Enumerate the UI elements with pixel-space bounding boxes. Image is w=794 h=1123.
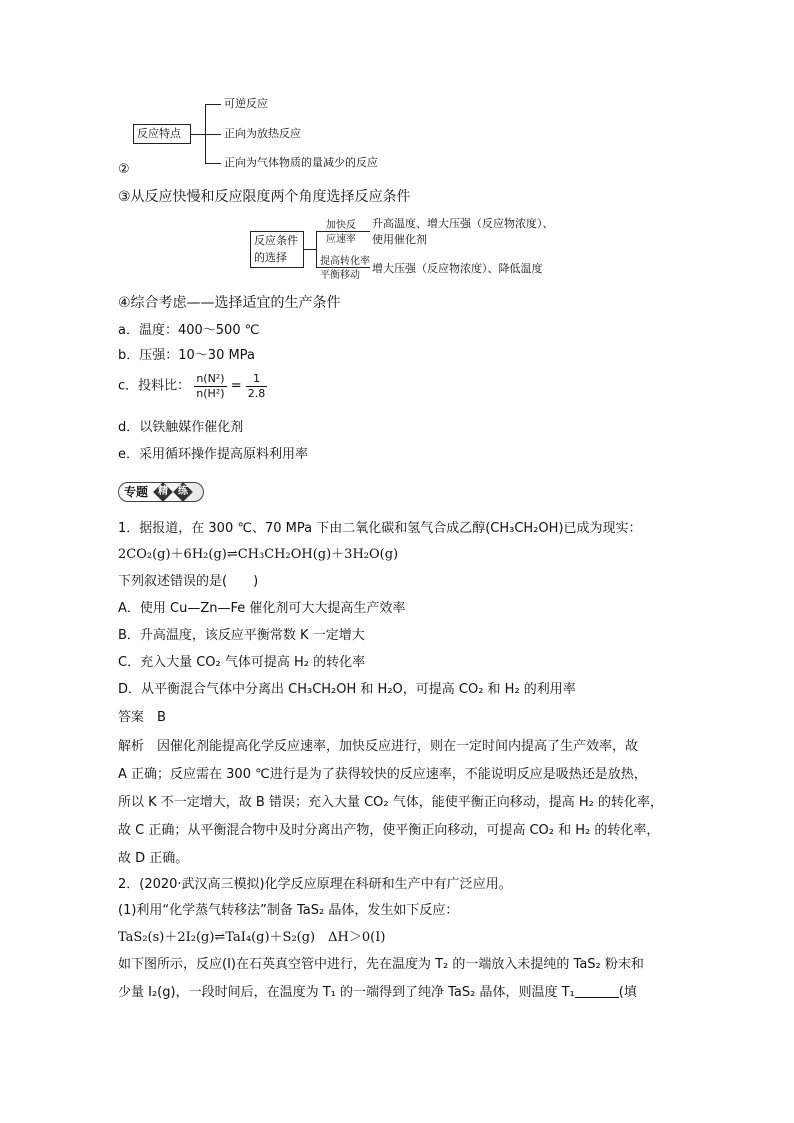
feed-ratio-denominator: n(H²): [196, 387, 225, 400]
condition-e: e．采用循环操作提高原料利用率: [118, 447, 308, 462]
q2-line-1: 如下图所示，反应(Ⅰ)在石英真空管中进行，先在温度为 T₂ 的一端放入未提纯的 TaS₂ 粉末和: [118, 957, 644, 972]
badge-diamond-1: [153, 482, 173, 502]
section-badge: [118, 482, 204, 502]
lower-result: 增大压强（反应物浓度）、降低温度: [372, 262, 543, 275]
feed-ratio-value: [246, 372, 268, 401]
heading-4: ④综合考虑——选择适宜的生产条件: [118, 295, 341, 311]
feed-ratio-fraction: [194, 372, 226, 401]
q1-stem: 1．据报道，在 300 ℃、70 MPa 下由二氧化碳和氢气合成乙醇(CH₃CH₂OH)已成为现实：: [118, 521, 642, 536]
q1-option-d: D．从平衡混合气体中分离出 CH₃CH₂OH 和 H₂O，可提高 CO₂ 和 H₂ 的利用率: [118, 682, 576, 697]
heading-3: ③从反应快慢和反应限度两个角度选择反应条件: [118, 189, 411, 205]
q1-analysis-line-4: 故 C 正确；从平衡混合物中及时分离出产物，使平衡正向移动，可提高 CO₂ 和 H₂ 的转化率，: [118, 823, 660, 838]
branch-1: [205, 104, 221, 105]
condition-c-prefix: c．投料比：: [118, 378, 191, 394]
branch-2: [205, 134, 221, 135]
condition-box-label-1: 反应条件: [254, 234, 298, 247]
upper-cond-1: 加快反: [326, 220, 356, 231]
upper-cond-2: 应速率: [326, 234, 356, 245]
feed-ratio-value-num: 1: [246, 372, 268, 387]
condition-c: [118, 372, 267, 401]
q2-part-1: (1)利用“化学蒸气转移法”制备 TaS₂ 晶体，发生如下反应：: [118, 903, 459, 918]
branch-label-3: 正向为气体物质的量减少的反应: [224, 156, 378, 169]
upper-result-2: 使用催化剂: [372, 233, 427, 246]
q1-equation: 2CO₂(g)＋6H₂(g)⇌CH₃CH₂OH(g)＋3H₂O(g): [118, 547, 399, 562]
q2-answer-blank[interactable]: [575, 983, 619, 998]
features-box-label: 反应特点: [137, 127, 181, 140]
upper-result-1: 升高温度、增大压强（反应物浓度）、: [372, 217, 554, 230]
q2-line-2: [118, 983, 637, 1002]
q2-line-2-tail: (填: [618, 985, 637, 1000]
q1-analysis-line-1: 解析 因催化剂能提高化学反应速率，加快反应进行，则在一定时间内提高了生产效率，故: [118, 739, 639, 754]
feed-ratio-equals: =: [230, 378, 242, 394]
connector-v2: [316, 231, 317, 267]
condition-b: b．压强：10～30 MPa: [118, 348, 255, 363]
q1-ask: 下列叙述错误的是( ): [118, 574, 259, 589]
feed-ratio-value-den: 2.8: [247, 387, 266, 400]
badge-char-1: 精: [158, 486, 168, 497]
q2-line-2-text: 少量 I₂(g)，一段时间后，在温度为 T₁ 的一端得到了纯净 TaS₂ 晶体，则温度 T₁: [118, 985, 575, 1000]
q1-answer: 答案 B: [118, 710, 166, 725]
q1-option-b: B．升高温度，该反应平衡常数 K 一定增大: [118, 628, 365, 643]
item-marker-2: ②: [118, 162, 130, 177]
branch-label-1: 可逆反应: [224, 97, 268, 110]
q1-analysis-line-5: 故 D 正确。: [118, 851, 189, 866]
condition-d: d．以铁触媒作催化剂: [118, 420, 244, 435]
badge-diamond-2: [173, 482, 193, 502]
feed-ratio-numerator: n(N²): [194, 372, 226, 387]
badge-char-2: 练: [178, 486, 188, 497]
q1-analysis-line-2: A 正确；反应需在 300 ℃进行是为了获得较快的反应速率，不能说明反应是吸热还是放热，: [118, 767, 647, 782]
condition-box-label-2: 的选择: [254, 251, 287, 264]
condition-a: a．温度：400～500 ℃: [118, 323, 260, 338]
lower-cond-2: 平衡移动: [320, 270, 360, 281]
connector-h2: [304, 249, 316, 250]
q2-equation: TaS₂(s)＋2I₂(g)⇌TaI₄(g)＋S₂(g) ΔH＞0(Ⅰ): [118, 930, 386, 945]
q1-option-c: C．充入大量 CO₂ 气体可提高 H₂ 的转化率: [118, 655, 366, 670]
q1-analysis-line-3: 所以 K 不一定增大，故 B 错误；充入大量 CO₂ 气体，能使平衡正向移动，提高 H₂ 的转化率，: [118, 795, 664, 810]
q1-option-a: A．使用 Cu—Zn—Fe 催化剂可大大提高生产效率: [118, 601, 406, 616]
connector-h: [191, 134, 205, 135]
lower-cond-1: 提高转化率: [320, 256, 370, 267]
badge-prefix: 专题: [124, 485, 149, 499]
branch-label-2: 正向为放热反应: [224, 127, 301, 140]
q2-stem: 2．(2020·武汉高三模拟)化学反应原理在科研和生产中有广泛应用。: [118, 877, 512, 892]
branch-3: [205, 163, 221, 164]
